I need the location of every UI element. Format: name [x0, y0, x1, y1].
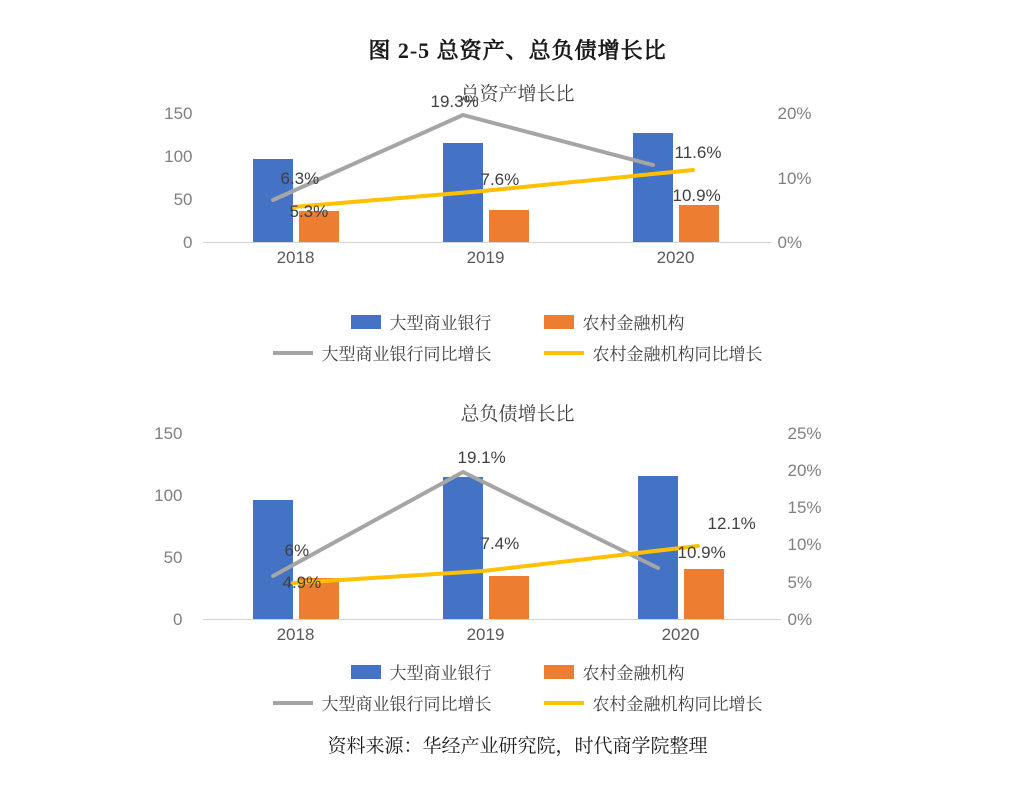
data-label-yellow-2020-b: 12.1%: [707, 514, 756, 533]
chart-title-assets: 总资产增长比: [460, 84, 575, 105]
legend-label-yellow-b: 农村金融机构同比增长: [592, 695, 763, 714]
right-axis-tick-20pct: 20%: [777, 104, 812, 123]
figure-title: 图 2-5 总资产、总负债增长比: [368, 38, 667, 63]
legend-item-orange-bar-b: [544, 659, 685, 684]
right-axis-tick-25pct: 25%: [787, 424, 822, 443]
legend-line-gray: [273, 351, 313, 355]
right-axis-tick-10pct-b: 10%: [787, 535, 822, 554]
data-label-gray-2018: 6.3%: [280, 169, 320, 188]
chart-title-liabilities: 总负债增长比: [460, 404, 575, 425]
x-tick-2018-b: 2018: [276, 625, 315, 644]
right-axis-tick-5pct: 5%: [787, 573, 813, 592]
source-note: 资料来源：华经产业研究院，时代商学院整理: [327, 736, 708, 757]
legend-item-blue-bar: [351, 309, 492, 334]
data-label-yellow-2018-b: 4.9%: [282, 573, 322, 592]
data-label-yellow-2019: 7.6%: [480, 170, 520, 189]
legend-label-blue-b: 大型商业银行: [389, 664, 492, 683]
legend-label-gray-b: 大型商业银行同比增长: [321, 695, 492, 714]
chart-total-assets: [0, 79, 1035, 365]
legend-liabilities: [208, 643, 828, 715]
legend-item-gray-line-b: [273, 690, 492, 715]
x-tick-2018: 2018: [276, 248, 315, 267]
legend-item-yellow-line-b: [544, 690, 763, 715]
legend-swatch-orange: [544, 315, 574, 329]
right-axis-tick-20pct-b: 20%: [787, 461, 822, 480]
data-label-gray-2018-b: 6%: [284, 541, 310, 560]
legend-item-blue-bar-b: [351, 659, 492, 684]
legend-label-blue: 大型商业银行: [389, 314, 492, 333]
legend-item-orange-bar: [544, 309, 685, 334]
legend-label-gray: 大型商业银行同比增长: [321, 345, 492, 364]
chart-total-liabilities: [0, 399, 1035, 715]
left-axis-tick-100-b: 100: [154, 486, 183, 505]
right-axis-tick-10pct: 10%: [777, 169, 812, 188]
x-tick-2020-b: 2020: [661, 625, 700, 644]
legend-swatch-blue: [351, 315, 381, 329]
left-axis-tick-150-b: 150: [154, 424, 183, 443]
right-axis-tick-0pct: 0%: [777, 233, 803, 252]
x-tick-2019: 2019: [466, 248, 505, 267]
left-axis-tick-150: 150: [164, 104, 193, 123]
data-label-gray-2020: 11.6%: [674, 143, 722, 162]
data-label-yellow-2019-b: 7.4%: [480, 534, 520, 553]
legend-item-gray-line: [273, 340, 492, 365]
right-axis-tick-0pct-b: 0%: [787, 610, 813, 629]
legend-swatch-orange-b: [544, 665, 574, 679]
left-axis-tick-0-b: 0: [173, 610, 183, 629]
data-label-gray-2019: 19.3%: [430, 92, 479, 111]
left-axis-tick-50-b: 50: [163, 548, 183, 567]
legend-line-yellow: [544, 351, 584, 355]
legend-line-gray-b: [273, 701, 313, 705]
legend-label-orange-b: 农村金融机构: [582, 664, 685, 683]
right-axis-tick-15pct: 15%: [787, 498, 822, 517]
legend-line-yellow-b: [544, 701, 584, 705]
x-tick-2019-b: 2019: [466, 625, 505, 644]
left-axis-tick-0: 0: [183, 233, 193, 252]
legend-assets: [208, 293, 828, 365]
legend-swatch-blue-b: [351, 665, 381, 679]
x-tick-2020: 2020: [656, 248, 695, 267]
left-axis-tick-50: 50: [173, 190, 193, 209]
data-label-yellow-2018: 5.3%: [289, 202, 329, 221]
legend-label-orange: 农村金融机构: [582, 314, 685, 333]
data-label-orange-2020-b: 10.9%: [677, 543, 726, 562]
data-label-yellow-2020: 10.9%: [672, 186, 721, 205]
data-label-gray-2019-b: 19.1%: [457, 448, 506, 467]
legend-label-yellow: 农村金融机构同比增长: [592, 345, 763, 364]
left-axis-tick-100: 100: [164, 147, 193, 166]
legend-item-yellow-line: [544, 340, 763, 365]
